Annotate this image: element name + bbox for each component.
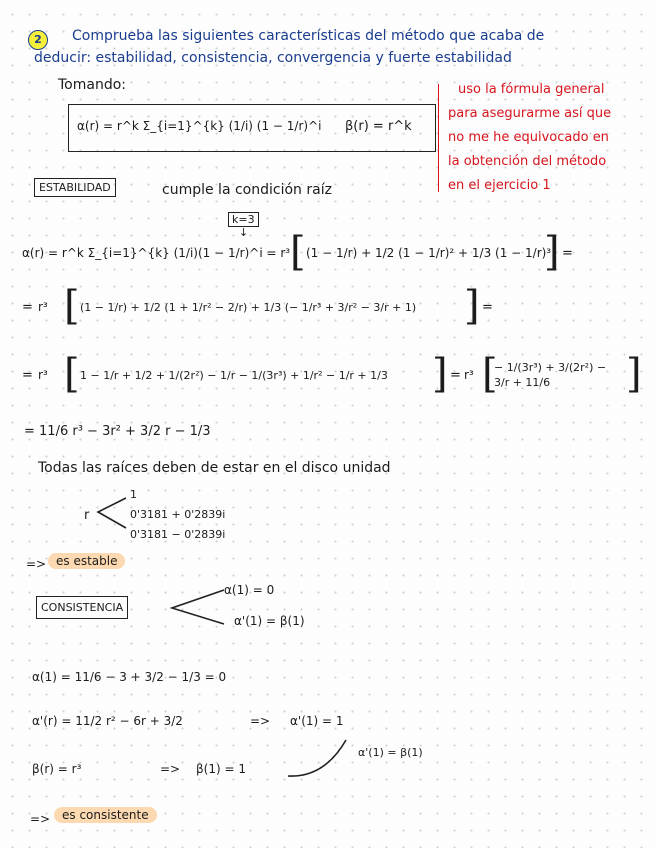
red-note-line: para asegurarme así que [448, 106, 612, 121]
estabilidad-label: ESTABILIDAD [34, 178, 116, 197]
bracket-close-icon: ] [464, 283, 480, 329]
consistency-condition-1: α(1) = 0 [224, 583, 275, 597]
stability-line1-left: α(r) = r^k Σ_{i=1}^{k} (1/i)(1 − 1/r)^i = r³ [22, 246, 291, 260]
consistency-condition-2: α'(1) = β(1) [234, 614, 305, 628]
roots-branch-icon [94, 494, 130, 534]
alpha-derivative-at-one: α'(1) = 1 [290, 714, 344, 728]
bracket-close-icon: ] [544, 229, 560, 275]
r-variable: r [84, 508, 90, 523]
root-2: 0'3181 + 0'2839i [130, 508, 226, 521]
consistent-result-highlight: es consistente [54, 807, 157, 823]
r-cubed-factor: r³ [38, 368, 48, 382]
stable-result-highlight: es estable [48, 553, 125, 569]
red-note-line: uso la fórmula general [458, 82, 605, 97]
equals-sign: = [450, 368, 461, 383]
red-note [448, 78, 611, 198]
bracket-open-icon: [ [64, 283, 80, 329]
conditions-branch-icon [168, 584, 228, 630]
beta-general-formula: β(r) = r^k [345, 119, 412, 134]
alpha-general-formula: α(r) = r^k Σ_{i=1}^{k} (1/i) (1 − 1/r)^i [77, 119, 322, 133]
implies-arrow: => [30, 812, 51, 826]
roots-statement: Todas las raíces deben de estar en el disco unidad [38, 460, 391, 476]
beta-at-one: β(1) = 1 [196, 762, 246, 776]
conclusion-curve-icon [284, 736, 354, 782]
tomando-label: Tomando: [58, 77, 126, 93]
alpha-at-one: α(1) = 11/6 − 3 + 3/2 − 1/3 = 0 [32, 670, 227, 684]
implies-arrow: => [160, 762, 181, 776]
exercise-statement-line1: Comprueba las siguientes características del método que acaba de [72, 28, 545, 44]
equals-sign: = [562, 246, 573, 261]
bracket-open-icon: [ [482, 351, 498, 397]
r-cubed-factor: r³ [464, 368, 474, 382]
estabilidad-condition: cumple la condición raíz [162, 182, 332, 198]
equals-sign: = [482, 300, 493, 315]
stability-polynomial: = 11/6 r³ − 3r² + 3/2 r − 1/3 [24, 424, 211, 439]
stability-line3-simplified: − 1/(3r³) + 3/(2r²) − 3/r + 11/6 [494, 361, 607, 389]
stability-line3-expanded: 1 − 1/r + 1/2 + 1/(2r²) − 1/r − 1/(3r³) + 1/r² − 1/r + 1/3 [80, 369, 388, 382]
red-note-line: la obtención del método [448, 154, 607, 169]
implies-arrow: => [250, 714, 271, 728]
r-cubed-factor: r³ [38, 300, 48, 314]
beta-function: β(r) = r³ [32, 762, 82, 776]
consistencia-label: CONSISTENCIA [36, 596, 128, 619]
bracket-close-icon: ] [626, 351, 642, 397]
red-note-line: en el ejercicio 1 [448, 178, 551, 193]
stability-line2: (1 − 1/r) + 1/2 (1 + 1/r² − 2/r) + 1/3 (− 1/r³ + 3/r² − 3/r + 1) [80, 301, 417, 314]
equals-sign: = [22, 300, 33, 315]
general-formula-box [68, 104, 436, 152]
bracket-open-icon: [ [64, 351, 80, 397]
k-arrow-icon: ↓ [239, 226, 249, 239]
implies-arrow: => [26, 557, 47, 571]
consistency-conclusion-side: α'(1) = β(1) [358, 746, 423, 759]
exercise-statement-line2: deducir: estabilidad, consistencia, convergencia y fuerte estabilidad [34, 50, 512, 66]
red-note-bracket [438, 84, 439, 192]
bracket-open-icon: [ [290, 229, 306, 275]
bracket-close-icon: ] [432, 351, 448, 397]
alpha-derivative: α'(r) = 11/2 r² − 6r + 3/2 [32, 714, 183, 728]
red-note-line: no me he equivocado en [448, 130, 609, 145]
stability-line1-inner: (1 − 1/r) + 1/2 (1 − 1/r)² + 1/3 (1 − 1/r)³ [306, 246, 552, 260]
k-value-note: k=3 [228, 212, 259, 227]
equals-sign: = [22, 368, 33, 383]
root-3: 0'3181 − 0'2839i [130, 528, 226, 541]
root-1: 1 [130, 488, 137, 501]
exercise-number-badge: 2 [28, 28, 48, 50]
